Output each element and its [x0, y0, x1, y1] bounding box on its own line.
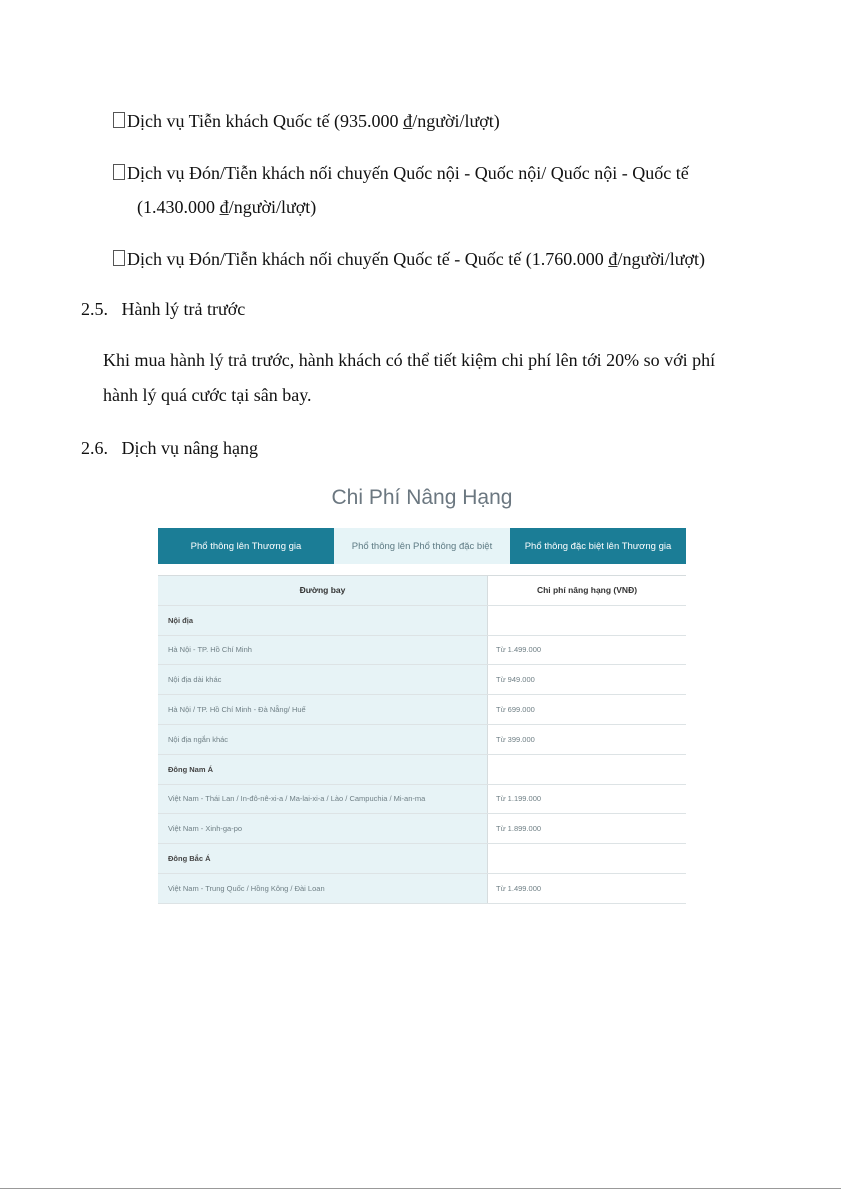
- bullet-continuation: (1.430.000 ₫/người/lượt): [137, 197, 317, 217]
- route-cell: Hà Nội / TP. Hồ Chí Minh - Đà Nẵng/ Huế: [158, 695, 488, 724]
- table-row: [158, 785, 686, 815]
- table-row: [158, 636, 686, 666]
- table-header: [158, 576, 686, 606]
- cost-cell: Từ 699.000: [488, 695, 686, 724]
- tab-premium-to-business[interactable]: Phổ thông đặc biệt lên Thương gia: [510, 528, 686, 564]
- route-cell: Đông Nam Á: [158, 755, 488, 784]
- tab-economy-to-business[interactable]: Phổ thông lên Thương gia: [158, 528, 334, 564]
- section-heading: 2.6. Dịch vụ nâng hạng: [81, 438, 258, 458]
- bullet-item: Dịch vụ Đón/Tiễn khách nối chuyến Quốc nội - Quốc nội/ Quốc nội - Quốc tế: [113, 162, 689, 184]
- route-cell: Hà Nội - TP. Hồ Chí Minh: [158, 636, 488, 665]
- bullet-item: Dịch vụ Đón/Tiễn khách nối chuyến Quốc tế - Quốc tế (1.760.000 ₫/người/lượt): [113, 248, 705, 270]
- cost-cell: Từ 1.499.000: [488, 874, 686, 903]
- table-group-row: [158, 844, 686, 874]
- table-group-row: [158, 606, 686, 636]
- cost-cell: Từ 1.499.000: [488, 636, 686, 665]
- header-cost: Chi phí nâng hạng (VNĐ): [488, 576, 686, 605]
- bullet-box-icon: [113, 112, 125, 128]
- upgrade-tabs: [158, 528, 686, 564]
- route-cell: Việt Nam - Trung Quốc / Hồng Kông / Đài Loan: [158, 874, 488, 903]
- cost-cell: [488, 755, 686, 784]
- paragraph-line: Khi mua hành lý trả trước, hành khách có thể tiết kiệm chi phí lên tới 20% so với phí: [103, 350, 716, 370]
- cost-cell: [488, 844, 686, 873]
- table-row: [158, 695, 686, 725]
- table-row: [158, 665, 686, 695]
- tab-economy-to-premium[interactable]: Phổ thông lên Phổ thông đặc biệt: [334, 528, 510, 564]
- table-row: [158, 725, 686, 755]
- table-row: [158, 814, 686, 844]
- table-row: [158, 874, 686, 904]
- upgrade-table: [158, 575, 686, 904]
- route-cell: Nội địa: [158, 606, 488, 635]
- upgrade-cost-widget: [158, 478, 686, 892]
- section-heading: 2.5. Hành lý trả trước: [81, 299, 246, 319]
- route-cell: Nội địa ngắn khác: [158, 725, 488, 754]
- table-group-row: [158, 755, 686, 785]
- bullet-item: Dịch vụ Tiễn khách Quốc tế (935.000 ₫/người/lượt): [113, 110, 500, 132]
- bullet-box-icon: [113, 164, 125, 180]
- bullet-box-icon: [113, 250, 125, 266]
- route-cell: Nội địa dài khác: [158, 665, 488, 694]
- cost-cell: Từ 399.000: [488, 725, 686, 754]
- route-cell: Việt Nam - Xinh-ga-po: [158, 814, 488, 843]
- header-route: Đường bay: [158, 576, 488, 605]
- upgrade-title: Chi Phí Nâng Hạng: [331, 486, 513, 509]
- cost-cell: [488, 606, 686, 635]
- cost-cell: Từ 949.000: [488, 665, 686, 694]
- cost-cell: Từ 1.199.000: [488, 785, 686, 814]
- route-cell: Việt Nam - Thái Lan / In-đô-nê-xi-a / Ma-lai-xi-a / Lào / Campuchia / Mi-an-ma: [158, 785, 488, 814]
- paragraph-line: hành lý quá cước tại sân bay.: [103, 385, 312, 405]
- page-bottom-rule: [0, 1188, 841, 1189]
- route-cell: Đông Bắc Á: [158, 844, 488, 873]
- cost-cell: Từ 1.899.000: [488, 814, 686, 843]
